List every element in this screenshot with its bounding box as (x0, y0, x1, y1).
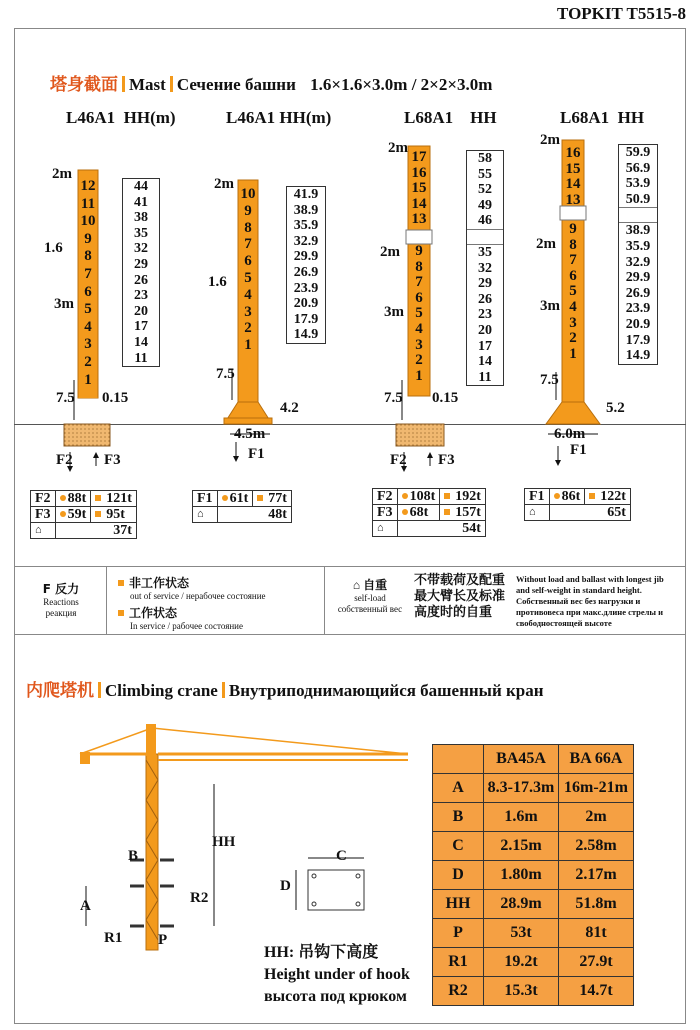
reactions-table-4: F1 86t 122t ⌂ 65t (524, 488, 631, 521)
climbing-crane-drawing (60, 720, 420, 960)
mast4-base-width: 6.0m (554, 426, 586, 442)
document-title: TOPKIT T5515-8 (557, 4, 686, 23)
label-b: B (128, 848, 139, 864)
mast3-sections-top: 17 16 15 14 13 (411, 149, 427, 228)
model-heading-4: L68A1 HH (560, 108, 645, 127)
reactions-table-3: F2 108t 192t F3 68t 157t ⌂ 54t (372, 488, 486, 537)
mast2-base-height: 4.2 (280, 400, 299, 416)
mast3-top-dim: 2m (388, 140, 408, 156)
label-r2: R2 (190, 890, 209, 906)
reactions-table-2: F1 61t 77t ⌂ 48t (192, 490, 292, 523)
mast3-force-right: F3 (438, 452, 455, 468)
self-load-icon: ⌂ (31, 523, 56, 539)
mast1-mid-dim: 3m (54, 296, 74, 312)
mast4-base-dim: 7.5 (540, 372, 559, 388)
mast2-side-dim: 1.6 (208, 274, 227, 290)
mast2-base-width: 4.5m (234, 426, 266, 442)
mast3-sections-bottom: 9 8 7 6 5 4 3 2 1 (415, 243, 423, 384)
climbing-dimensions-table: BA45A BA 66A A 8.3-17.3m 16m-21m B 1.6m 2m C 2.15m 2.58m D 1.80m 2.17m HH 28.9m 51.8m P 53t 81t R1 19.2t 27.9t R2 15.3t 14.7t (432, 744, 634, 1006)
self-load-icon: ⌂ (352, 578, 361, 592)
hh-caption: HH: 吊钩下高度 Height under of hook высота под крюком (264, 944, 410, 1005)
model-heading-2: L46A1 HH(m) (226, 108, 332, 127)
label-c: C (336, 848, 347, 864)
mast1-heights: 44 41 38 35 32 29 26 23 20 17 14 11 (122, 178, 160, 367)
mast1-sections: 12 11 10 9 8 7 6 5 4 3 2 1 (80, 178, 96, 388)
mast4-mid-dim: 3m (540, 298, 560, 314)
mast2-sections: 10 9 8 7 6 5 4 3 2 1 (240, 186, 256, 354)
legend-bottom-border (14, 634, 686, 635)
legend-self-load: ⌂ 自重 self-load собственный вес (337, 578, 403, 614)
mast-title-cn: 塔身截面 (50, 75, 118, 94)
label-a: A (80, 898, 91, 914)
mast-title-ru: Сечение башни (176, 75, 296, 94)
mast3-base-offset: 0.15 (432, 390, 459, 406)
legend-top-border (14, 566, 686, 567)
mast-title-en: Mast (129, 75, 166, 94)
self-load-icon: ⌂ (373, 521, 398, 537)
label-p: P (158, 932, 168, 948)
mast4-side-dim: 2m (536, 236, 556, 252)
label-d: D (280, 878, 291, 894)
mast1-base-offset: 0.15 (102, 390, 129, 406)
mast3-heights: 58 55 52 49 46 35 32 29 26 23 20 17 14 11 (466, 150, 504, 386)
mast3-base-dim: 7.5 (384, 390, 403, 406)
mast1-side-dim: 1.6 (44, 240, 63, 256)
mast3-force-left: F2 (390, 452, 407, 468)
mast4-top-dim: 2m (540, 132, 560, 148)
legend-in-service: 工作状态 In service / рабочее состояние (118, 604, 243, 632)
mast-sizes: 1.6×1.6×3.0m / 2×2×3.0m (310, 75, 493, 94)
mast1-base-dim: 7.5 (56, 390, 75, 406)
legend-note-en-ru: Without load and ballast with longest jib and self-weight in standard height. Собственный вес без нагрузки и противовеса при макс.длине стрелы и свободностоящей высоте (516, 574, 664, 628)
climbing-section-title: 内爬塔机 Climbing crane Внутриподнимающийся башенный кран (26, 681, 544, 700)
mast3-mid-dim: 3m (384, 304, 404, 320)
mast2-heights: 41.9 38.9 35.9 32.9 29.9 26.9 23.9 20.9 17.9 14.9 (286, 186, 326, 344)
mast2-base-dim: 7.5 (216, 366, 235, 382)
mast3-side-dim: 2m (380, 244, 400, 260)
mast2-force: F1 (248, 446, 265, 462)
legend-out-of-service: 非工作状态 out of service / нерабочее состояние (118, 574, 266, 602)
mast1-force-left: F2 (56, 452, 73, 468)
label-hh: HH (212, 834, 236, 850)
mast2-top-dim: 2m (214, 176, 234, 192)
model-heading-3: L68A1 HH (404, 108, 497, 127)
legend-note-cn: 不带载荷及配重 最大臂长及标准 高度时的自重 (414, 572, 506, 619)
mast-diagrams (0, 0, 700, 480)
mast1-top-dim: 2m (52, 166, 72, 182)
self-load-icon: ⌂ (193, 507, 218, 523)
mast4-sections-bottom: 9 8 7 6 5 4 3 2 1 (569, 221, 577, 362)
model-heading-1: L46A1 HH(m) (66, 108, 176, 127)
mast4-sections-top: 16 15 14 13 (565, 145, 581, 208)
mast4-base-height: 5.2 (606, 400, 625, 416)
mast1-force-right: F3 (104, 452, 121, 468)
mast4-force: F1 (570, 442, 587, 458)
reactions-table-1: F2 88t 121t F3 59t 95t ⌂ 37t (30, 490, 137, 539)
legend-reactions: F 反力 Reactions реакция (42, 582, 80, 618)
label-r1: R1 (104, 930, 123, 946)
self-load-icon: ⌂ (525, 505, 550, 521)
mast4-heights: 59.9 56.9 53.9 50.9 38.9 35.9 32.9 29.9 26.9 23.9 20.9 17.9 14.9 (618, 144, 658, 365)
